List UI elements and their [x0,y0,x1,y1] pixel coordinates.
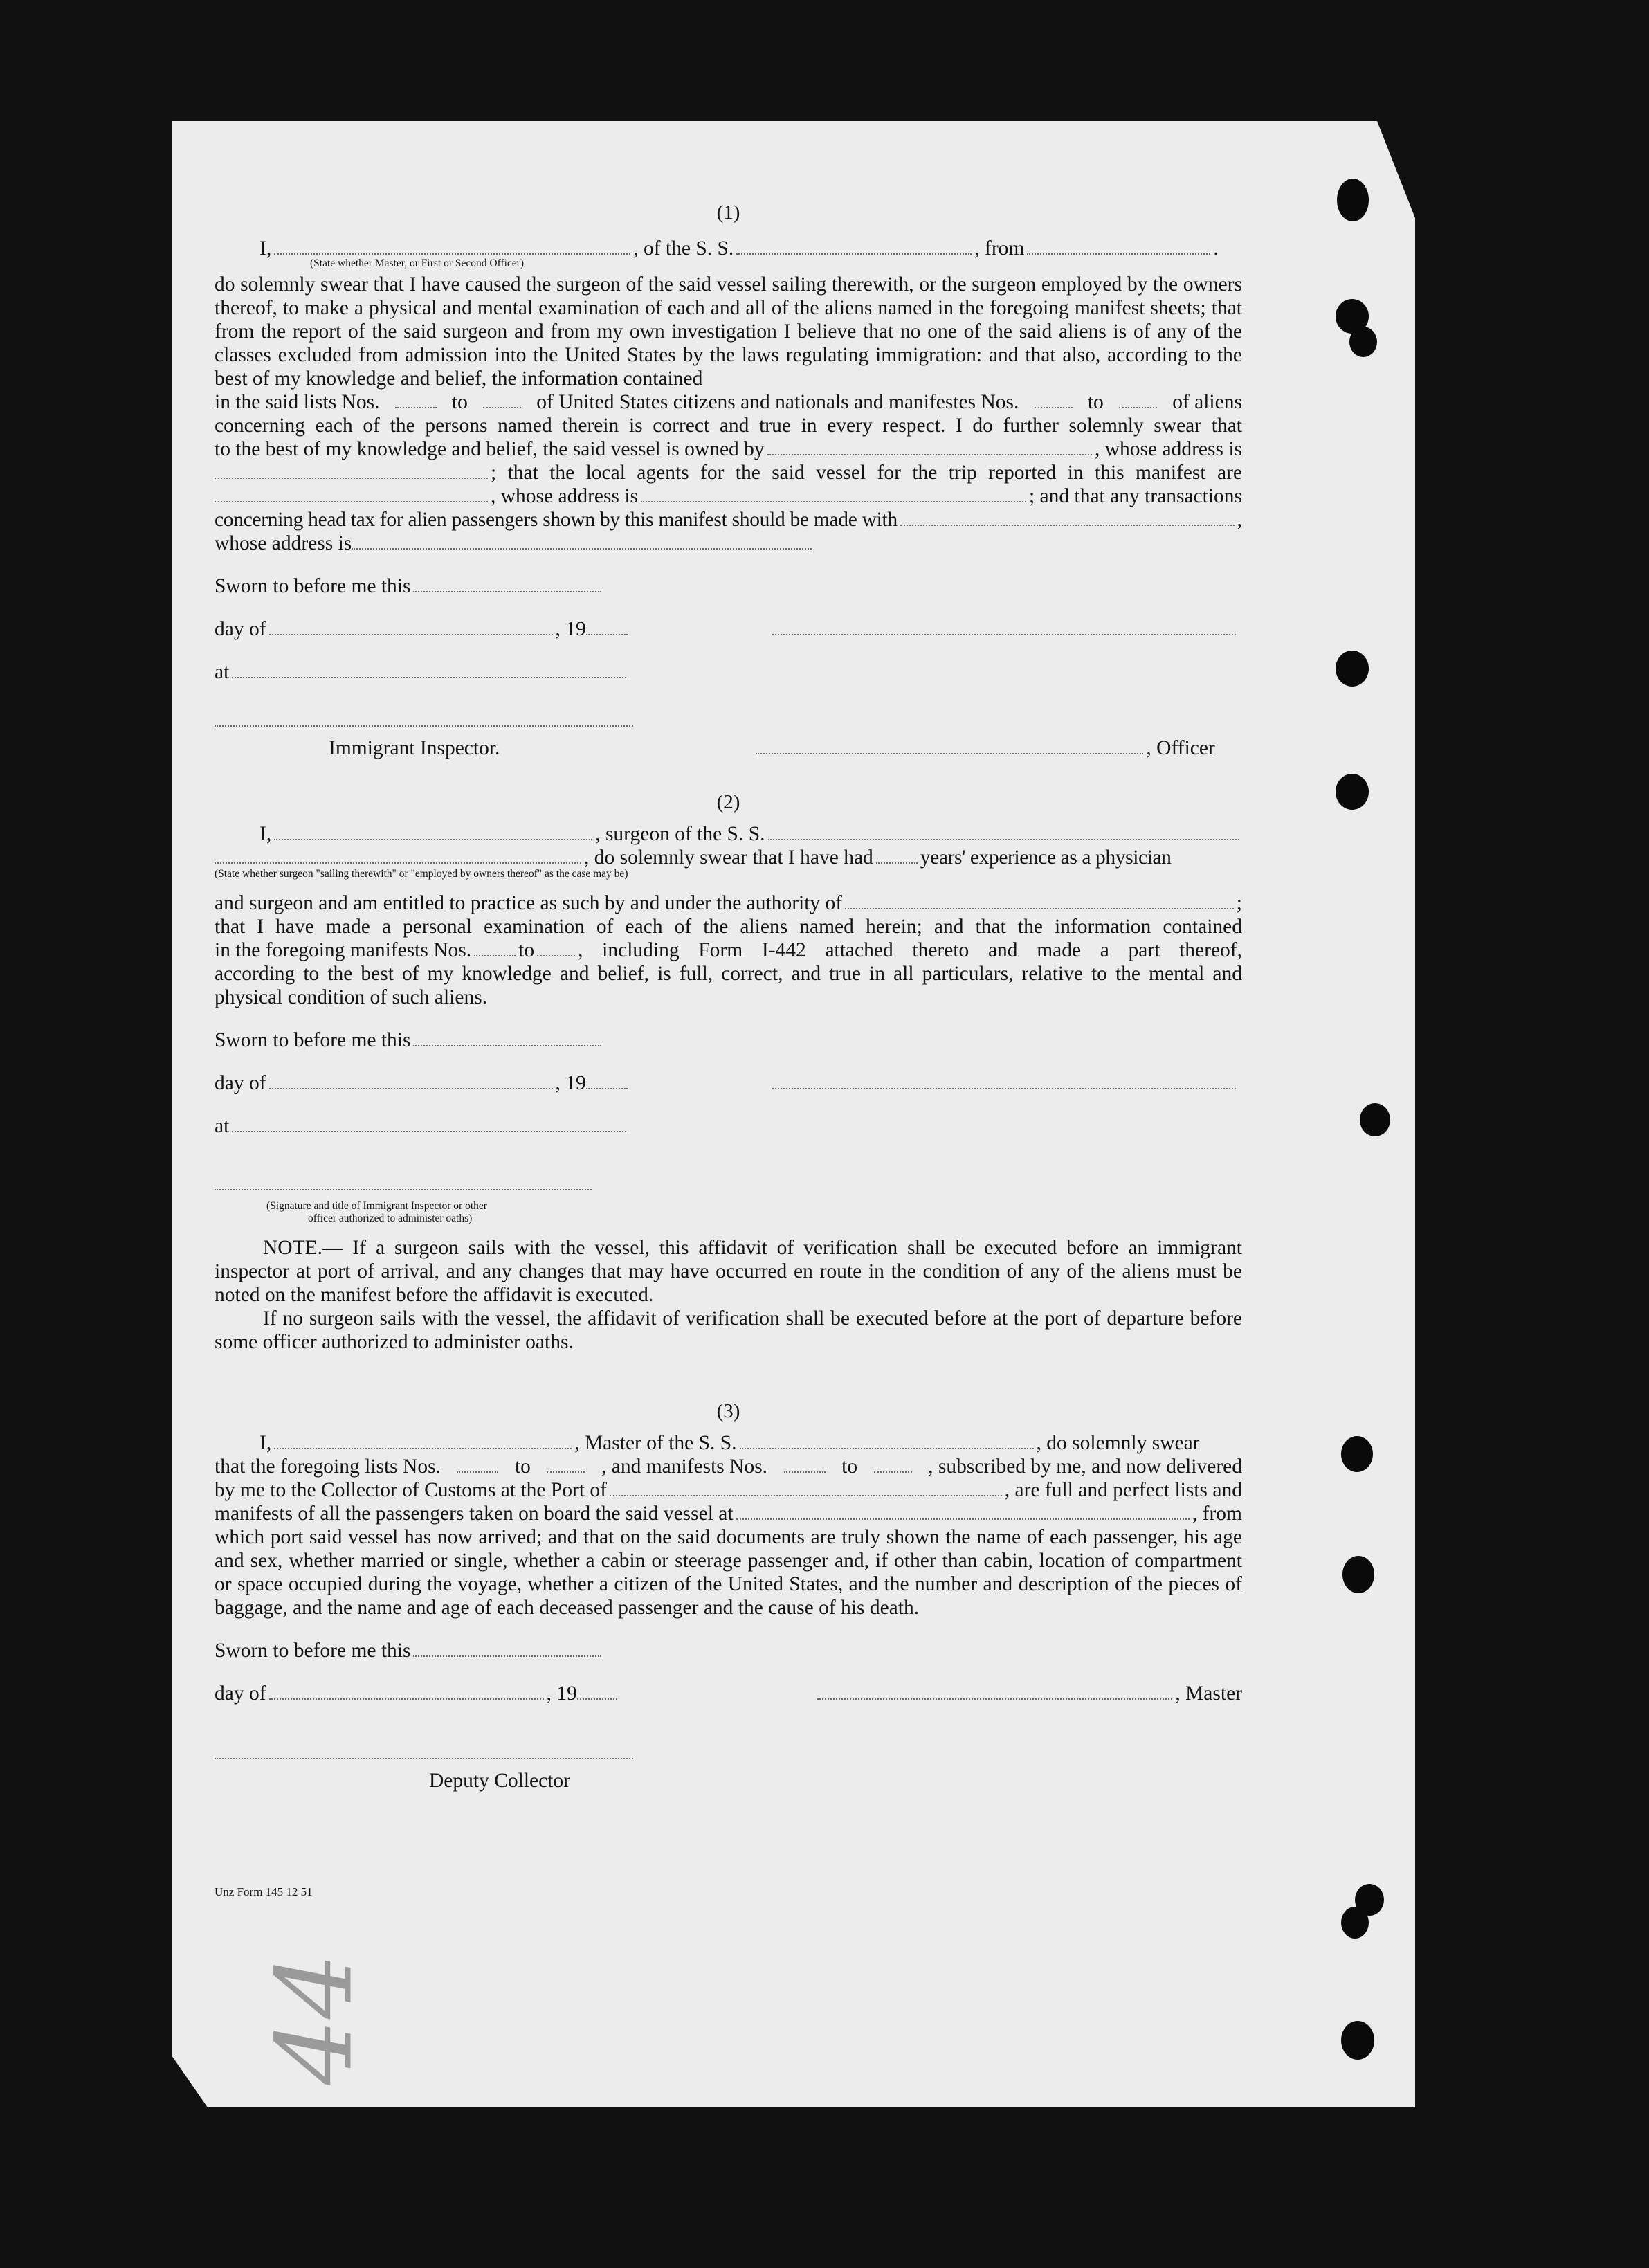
binder-hole [1349,327,1377,357]
lists-line [215,1455,1242,1478]
master-line [215,237,1242,260]
i-label: I, [259,1432,272,1454]
surgeon-name-field[interactable] [274,838,592,840]
year-field[interactable] [586,1087,628,1089]
to-label: to [514,1455,531,1478]
authority-line [215,891,1242,915]
headtax-field[interactable] [900,524,1235,526]
month-field[interactable] [269,1087,553,1089]
to-label: to [841,1455,858,1478]
delivered-label: , subscribed by me, and now delivered [928,1455,1242,1478]
i-label: I, [259,823,272,845]
manifests-label: , and manifests Nos. [601,1455,768,1478]
year-label: , 19 [555,1072,586,1094]
binder-hole [1341,2021,1374,2060]
oath-paragraph-1: do solemnly swear that I have caused the surgeon of the said vessel sailing therewith, or the surgeon employed by the owners thereof, to make a physical and mental examination of each and all of the aliens named in the foregoing manifest sheets; that from the report of the said surgeon and from my own investigation I believe that no one of the said aliens is of any of the classes excluded from admission into the United States by the laws regulating immigration: and that also, according to the best of my knowledge and belief, the information contained [215,273,1242,390]
section-number-1: (1) [716,201,740,224]
officer-hint: (State whether Master, or First or Second Officer) [310,257,525,269]
day-of-label: day of [215,1072,266,1094]
manifest-to-field[interactable] [1119,406,1157,408]
address-label: , whose address is [1094,438,1242,460]
deputy-collector-label: Deputy Collector [429,1770,570,1792]
binder-hole [1341,1436,1373,1472]
sworn-day-field[interactable] [413,1655,601,1657]
experience-line [215,846,1242,869]
authority-field[interactable] [845,907,1234,909]
passenger-details-text: which port said vessel has now arrived; and that on the said documents are truly shown the name of each passenger, his age and sex, whether married or single, whether a cabin or steerage passenger and, if other than cabin, location of compartment or space occupied during the voyage, whether a citizen of the United States, and the number and description of the pieces of baggage, and the name and age of each deceased passenger and the cause of his death. [215,1526,1242,1619]
officer-name-field[interactable] [274,253,630,255]
headtax-address-field[interactable] [352,547,812,550]
whose-address-line [215,532,1242,555]
aliens-label: of aliens [1172,391,1242,413]
manifest-from-field[interactable] [784,1471,826,1473]
manifests-label: of United States citizens and nationals and manifestes Nos. [536,391,1019,413]
owned-label: to the best of my knowledge and belief, the said vessel is owned by [215,438,765,460]
inspector-signature-field[interactable] [215,725,633,727]
to-label: to [451,391,468,413]
signature-hint-1: (Signature and title of Immigrant Inspector or other [266,1200,487,1212]
master-vessel-field[interactable] [740,1447,1034,1449]
master-name-field[interactable] [274,1447,572,1449]
binder-hole [1336,774,1369,810]
owner-address-field[interactable] [215,477,488,479]
handwritten-number: 44 [255,1952,376,2085]
surgeon-signature-field[interactable] [772,1087,1236,1089]
owner-field[interactable] [767,453,1092,455]
agents-address-line [215,484,1242,508]
day-line [215,1071,1242,1095]
affidavit-text [215,201,1242,1793]
at-label: at [215,661,230,683]
section-number-2: (2) [716,791,740,813]
binder-hole [1337,179,1369,221]
form-number: Unz Form 145 12 51 [215,1885,313,1898]
period: . [1213,237,1219,260]
note-paragraph-2: If no surgeon sails with the vessel, the affidavit of verification shall be executed before at the port of departure before some officer authorized to administer oaths. [215,1307,1242,1353]
note-paragraph-1: NOTE.— If a surgeon sails with the vessel, this affidavit of verification shall be executed before an immigrant inspector at port of arrival, and any changes that may have occurred en route in the condition of any of the aliens must be noted on the manifest before the affidavit is executed. [215,1237,1242,1306]
port-field[interactable] [610,1494,1002,1496]
agents-label: ; that the local agents for the said vessel for the trip reported in this manifest are [491,462,1242,484]
oath-paragraph-2: concerning each of the persons named therein is correct and true in every respect. I do further solemnly swear that [215,415,1242,437]
agents-address-field[interactable] [641,500,1026,502]
of-ss-label: , of the S. S. [633,237,734,260]
sworn-day-field[interactable] [413,1044,601,1046]
binder-hole [1360,1103,1390,1136]
year-label: , 19 [546,1682,577,1705]
master-signature-field[interactable] [772,633,1236,635]
binder-hole [1342,1556,1374,1593]
lists-label: that the foregoing lists Nos. [215,1455,441,1478]
sworn-day-field[interactable] [413,590,601,592]
agents-line [215,461,1242,484]
at-line [215,660,1242,684]
sworn-line [215,1028,1242,1052]
port-line [215,1478,1242,1502]
years-field[interactable] [876,862,918,864]
section-number-3: (3) [716,1400,740,1422]
collector-signature-field[interactable] [215,1757,633,1759]
list-from-field[interactable] [395,406,437,408]
years-label: years' experience as a physician [920,846,1172,869]
lists-perfect-label: , are full and perfect lists and [1004,1479,1242,1501]
list-to-field[interactable] [483,406,521,408]
manifest-from-field[interactable] [1035,406,1073,408]
month-field[interactable] [269,1698,544,1700]
master-of-label: , Master of the S. S. [574,1432,737,1454]
sworn-line [215,1639,1242,1662]
inspector-signature-field[interactable] [215,1188,592,1190]
year-label: , 19 [555,618,586,640]
sworn-label: Sworn to before me this [215,1029,411,1051]
list-to-field[interactable] [547,1471,585,1473]
from-port-field[interactable] [1027,253,1210,255]
i-label: I, [259,237,272,260]
manifest-to-field[interactable] [537,954,575,956]
form-label: , including Form I-442 attached thereto and made a part thereof, [578,939,1242,961]
semicolon: ; [1236,892,1242,914]
address-label: , whose address is [491,485,639,507]
day-line [215,1682,1242,1705]
surgeon-of-label: , surgeon of the S. S. [595,823,765,845]
swear-label: , do solemnly swear that I have had [584,846,873,869]
address-label: whose address is [215,532,352,554]
taken-label: manifests of all the passengers taken on board the said vessel at [215,1503,734,1525]
agents-field[interactable] [215,500,488,502]
port-label: by me to the Collector of Customs at the Port of [215,1479,607,1501]
surgeon-line [215,822,1242,846]
transactions-label: ; and that any transactions [1028,485,1242,507]
manifests-label: in the foregoing manifests Nos. [215,939,472,961]
officer-signature-field[interactable] [756,752,1143,754]
place-field[interactable] [232,676,626,678]
comma: , [1237,509,1242,531]
binder-hole [1341,1907,1369,1939]
examination-text: that I have made a personal examination of each of the aliens named herein; and that the information contained [215,916,1242,938]
year-field[interactable] [586,633,628,635]
master-line [215,1431,1242,1455]
sworn-line [215,574,1242,598]
officer-label: , Officer [1146,737,1215,759]
manifest-to-field[interactable] [874,1471,912,1473]
sworn-label: Sworn to before me this [215,575,411,597]
to-label: to [518,939,535,961]
from-label: , from [1192,1503,1242,1525]
authority-label: and surgeon and am entitled to practice as such by and under the authority of [215,892,843,914]
swear-label: , do solemnly swear [1036,1432,1200,1454]
month-field[interactable] [269,633,553,635]
to-label: to [1087,391,1104,413]
list-from-field[interactable] [457,1471,498,1473]
from-label: , from [974,237,1025,260]
day-of-label: day of [215,1682,266,1705]
surgeon-vessel-field[interactable] [768,838,1240,840]
binder-hole [1336,651,1369,687]
year-field[interactable] [577,1698,617,1700]
surgeon-status-field[interactable] [215,862,581,864]
master-label: , Master [1175,1682,1242,1705]
surgeon-hint: (State whether surgeon "sailing therewith" or "employed by owners thereof" as the case may be) [215,868,628,880]
vessel-name-field[interactable] [736,253,972,255]
inspector-label: Immigrant Inspector. [329,737,500,759]
manifests-line [215,938,1242,962]
boarding-port-field[interactable] [736,1518,1190,1520]
taken-line [215,1502,1242,1525]
at-label: at [215,1115,230,1137]
owner-line [215,437,1242,461]
master-signature-field[interactable] [817,1698,1172,1700]
inspector-line [215,736,1242,760]
headtax-line [215,508,1242,532]
day-line [215,617,1242,641]
condition-text: according to the best of my knowledge and belief, is full, correct, and true in all particulars, relative to the mental and physical condition of such aliens. [215,963,1242,1008]
manifest-from-field[interactable] [474,954,516,956]
sworn-label: Sworn to before me this [215,1640,411,1662]
signature-hint-2: officer authorized to administer oaths) [308,1213,473,1224]
place-field[interactable] [232,1130,626,1132]
at-line [215,1114,1242,1138]
day-of-label: day of [215,618,266,640]
lists-label: in the said lists Nos. [215,391,380,413]
lists-line [215,390,1242,414]
headtax-label: concerning head tax for alien passengers shown by this manifest should be made with [215,509,898,531]
